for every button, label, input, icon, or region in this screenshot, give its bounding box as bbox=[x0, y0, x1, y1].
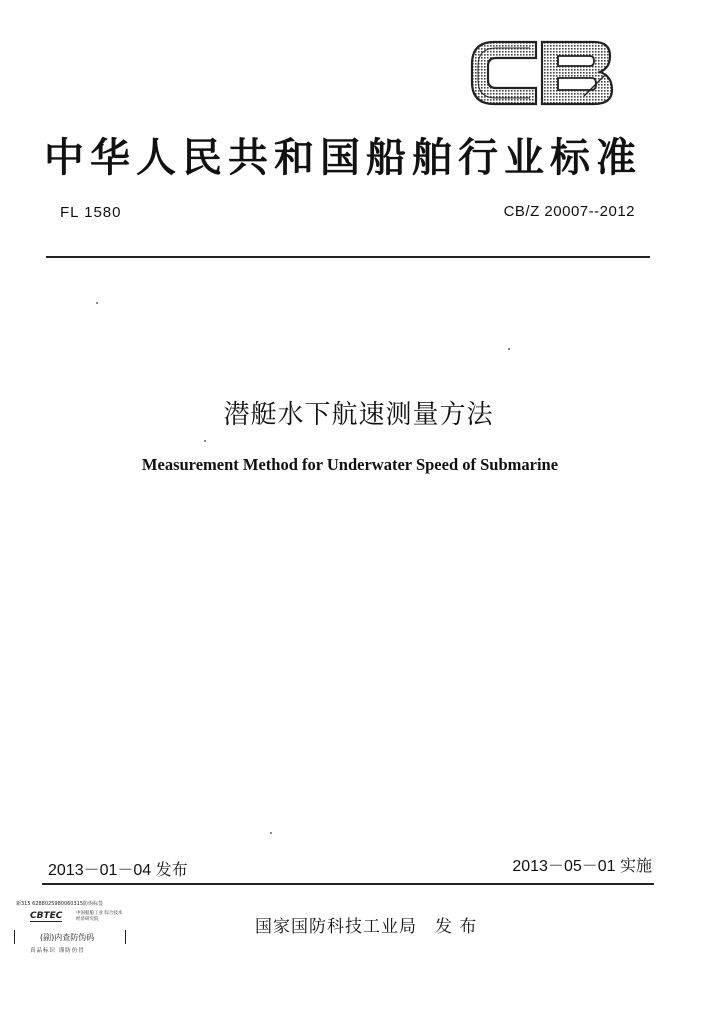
stamp-top-line: 新315 6288025980060315防伪标签 bbox=[16, 901, 104, 907]
standard-number: CB/Z 20007--2012 bbox=[503, 203, 635, 220]
publisher-name: 国家国防科技工业局 bbox=[255, 917, 417, 937]
effective-date: 2013－05－01 实施 bbox=[512, 858, 652, 875]
top-divider bbox=[46, 256, 650, 258]
document-title-english: Measurement Method for Underwater Speed of Submarine bbox=[141, 455, 559, 474]
scan-speck bbox=[508, 348, 510, 350]
bottom-divider bbox=[42, 883, 654, 885]
classification-code: FL 1580 bbox=[60, 204, 122, 221]
anti-counterfeit-stamp bbox=[10, 898, 128, 960]
cb-logo bbox=[466, 36, 616, 110]
stamp-code-text: (副)内查防伪码 bbox=[40, 933, 95, 942]
standard-category-title: 中华人民共和国船舶行业标准 bbox=[44, 135, 642, 181]
publish-label: 发 布 bbox=[435, 917, 478, 937]
scan-speck bbox=[96, 302, 98, 304]
publisher-line bbox=[255, 912, 477, 937]
stamp-bottom-text: 真品标识 谨防仿冒 bbox=[30, 948, 85, 954]
document-title-chinese: 潜艇水下航速测量方法 bbox=[223, 400, 494, 430]
issue-date: 2013－01－04 发布 bbox=[48, 862, 188, 879]
stamp-logo: CBTEC bbox=[30, 911, 63, 921]
stamp-org-text: 中国船舶工业 综合技术经济研究院 bbox=[76, 911, 123, 922]
scan-speck bbox=[204, 440, 206, 442]
scan-speck bbox=[270, 832, 272, 834]
